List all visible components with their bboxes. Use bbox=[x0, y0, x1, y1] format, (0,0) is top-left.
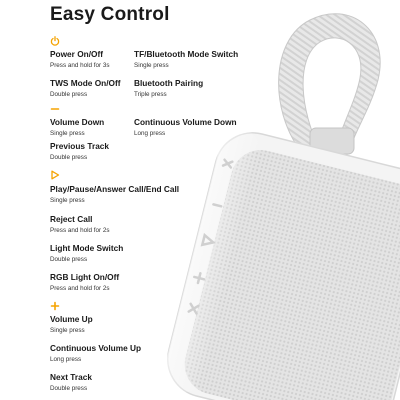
control-action: Double press bbox=[50, 154, 88, 161]
control-volume-down bbox=[50, 117, 104, 138]
control-action: Long press bbox=[134, 130, 166, 137]
control-label: Previous Track bbox=[50, 141, 110, 151]
control-label: RGB Light On/Off bbox=[50, 272, 120, 282]
control-label: Volume Up bbox=[50, 314, 93, 324]
minus-icon bbox=[50, 104, 60, 114]
control-tws bbox=[50, 78, 121, 99]
plus-icon bbox=[50, 301, 60, 311]
control-action: Press and hold for 2s bbox=[50, 285, 110, 292]
control-label: Continuous Volume Up bbox=[50, 343, 142, 353]
control-action: Triple press bbox=[134, 91, 167, 98]
page-title: Easy Control bbox=[50, 4, 170, 25]
control-label: TF/Bluetooth Mode Switch bbox=[134, 49, 239, 59]
play-icon bbox=[50, 170, 60, 180]
control-action: Single press bbox=[50, 327, 85, 334]
control-action: Single press bbox=[50, 130, 85, 137]
control-volume-up bbox=[50, 314, 93, 335]
power-icon bbox=[50, 36, 60, 46]
control-power bbox=[50, 49, 110, 70]
speaker-body bbox=[160, 125, 400, 400]
control-action: Double press bbox=[50, 256, 88, 263]
control-continuous-volume-up bbox=[50, 343, 141, 364]
control-rgb-light bbox=[50, 272, 119, 293]
control-action: Single press bbox=[134, 62, 169, 69]
strap bbox=[279, 14, 381, 154]
control-play-pause bbox=[50, 184, 179, 205]
control-previous-track bbox=[50, 141, 109, 162]
control-action: Long press bbox=[50, 356, 82, 363]
control-action: Press and hold for 2s bbox=[50, 227, 110, 234]
control-action: Double press bbox=[50, 91, 88, 98]
control-label: Reject Call bbox=[50, 214, 93, 224]
control-label: Next Track bbox=[50, 372, 92, 382]
control-continuous-volume-down bbox=[134, 117, 237, 138]
control-action: Double press bbox=[50, 385, 88, 392]
control-bluetooth-pairing bbox=[134, 78, 203, 99]
control-light-mode bbox=[50, 243, 123, 264]
control-label: Bluetooth Pairing bbox=[134, 78, 204, 88]
control-reject-call bbox=[50, 214, 110, 235]
control-label: TWS Mode On/Off bbox=[50, 78, 121, 88]
control-label: Play/Pause/Answer Call/End Call bbox=[50, 184, 180, 194]
control-tf-bluetooth bbox=[134, 49, 238, 70]
control-label: Power On/Off bbox=[50, 49, 104, 59]
control-label: Light Mode Switch bbox=[50, 243, 124, 253]
control-label: Continuous Volume Down bbox=[134, 117, 237, 127]
control-action: Single press bbox=[50, 197, 85, 204]
control-next-track bbox=[50, 372, 92, 393]
control-action: Press and hold for 3s bbox=[50, 62, 110, 69]
control-label: Volume Down bbox=[50, 117, 105, 127]
